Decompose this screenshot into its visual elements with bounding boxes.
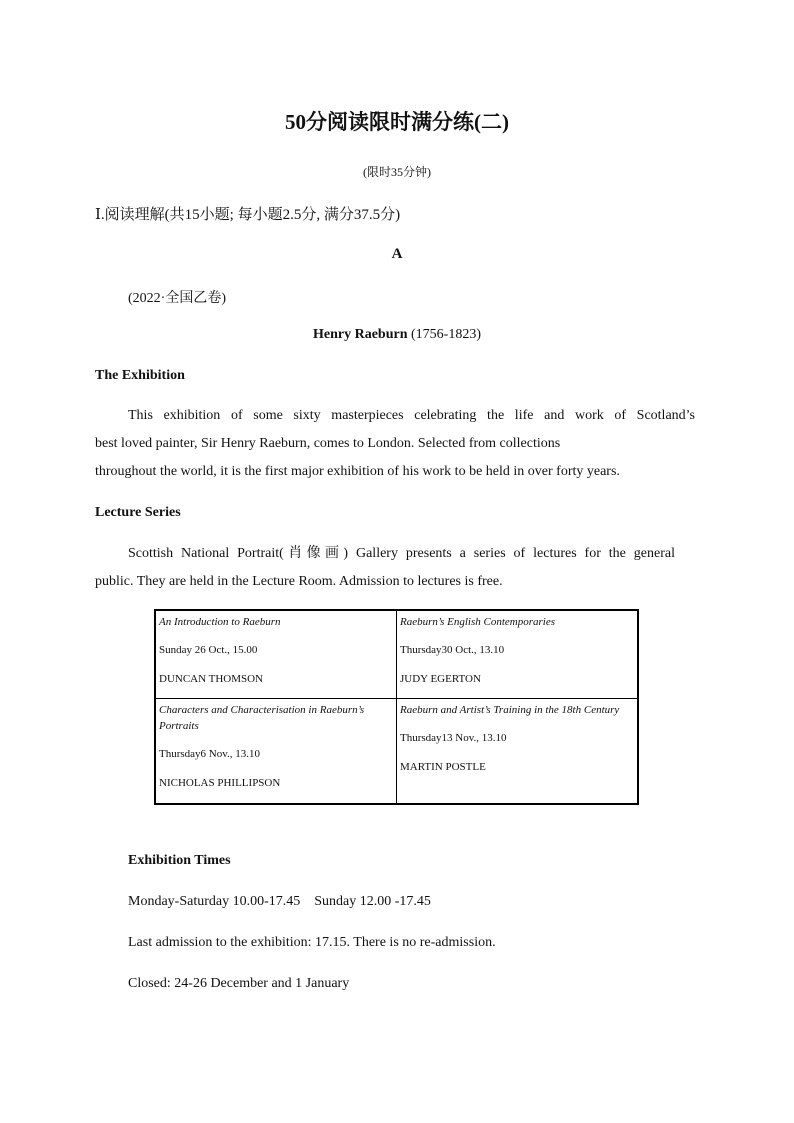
passage-letter: A [391,246,403,262]
lecture-cell [155,610,397,698]
exhibition-heading: The Exhibition [95,368,185,383]
table-row [155,610,638,698]
lecture-cell [397,698,639,804]
page-title: 50分阅读限时满分练(二) [285,110,509,134]
lecture-line-1: Scottish National Portrait(肖像画) Gallery presents a series of lectures for the general [128,546,675,561]
lecture-speaker: MARTIN POSTLE [400,760,486,773]
lecture-speaker: JUDY EGERTON [400,673,481,685]
painter-heading [0,327,794,343]
lecture-cell [397,610,639,698]
lecture-speaker: DUNCAN THOMSON [159,673,264,685]
lecture-date: Sunday 26 Oct., 15.00 [159,644,258,656]
lecture-title: Raeburn and Artist’s Training in the 18th Century [400,703,620,716]
table-row [155,698,638,804]
painter-years: (1756-1823) [411,327,481,342]
opening-hours: Monday-Saturday 10.00-17.45 Sunday 12.00 -17.45 [128,894,431,909]
lecture-line-2: public. They are held in the Lecture Room. Admission to lectures is free. [95,574,503,589]
lecture-date: Thursday13 Nov., 13.10 [400,731,507,744]
lecture-paragraph [95,540,675,596]
lecture-series-heading: Lecture Series [95,505,181,520]
time-limit: (限时35分钟) [363,165,431,179]
lecture-date: Thursday6 Nov., 13.10 [159,747,261,760]
closed-dates: Closed: 24-26 December and 1 January [128,976,350,991]
lecture-speaker: NICHOLAS PHILLIPSON [159,776,281,789]
exhibition-line-1: This exhibition of some sixty masterpieces celebrating the life and work of Scotland’s [128,408,695,423]
exhibition-line-2: best loved painter, Sir Henry Raeburn, comes to London. Selected from collections [95,436,561,451]
exhibition-paragraph [95,402,695,486]
lecture-title: Characters and Characterisation in Raeburn’s Portraits [159,703,365,732]
lecture-title: Raeburn’s English Contemporaries [400,616,556,628]
lecture-table [154,609,639,805]
section-heading: Ⅰ.阅读理解(共15小题; 每小题2.5分, 满分37.5分) [95,207,401,223]
exhibition-line-3: throughout the world, it is the first major exhibition of his work to be held in over forty years. [95,464,620,479]
exhibition-times-heading: Exhibition Times [128,853,231,868]
lecture-date: Thursday30 Oct., 13.10 [400,644,505,656]
last-admission: Last admission to the exhibition: 17.15. There is no re-admission. [128,935,496,950]
lecture-cell [155,698,397,804]
painter-name: Henry Raeburn [313,327,408,342]
passage-source: (2022·全国乙卷) [128,291,226,306]
lecture-title: An Introduction to Raeburn [159,616,281,628]
